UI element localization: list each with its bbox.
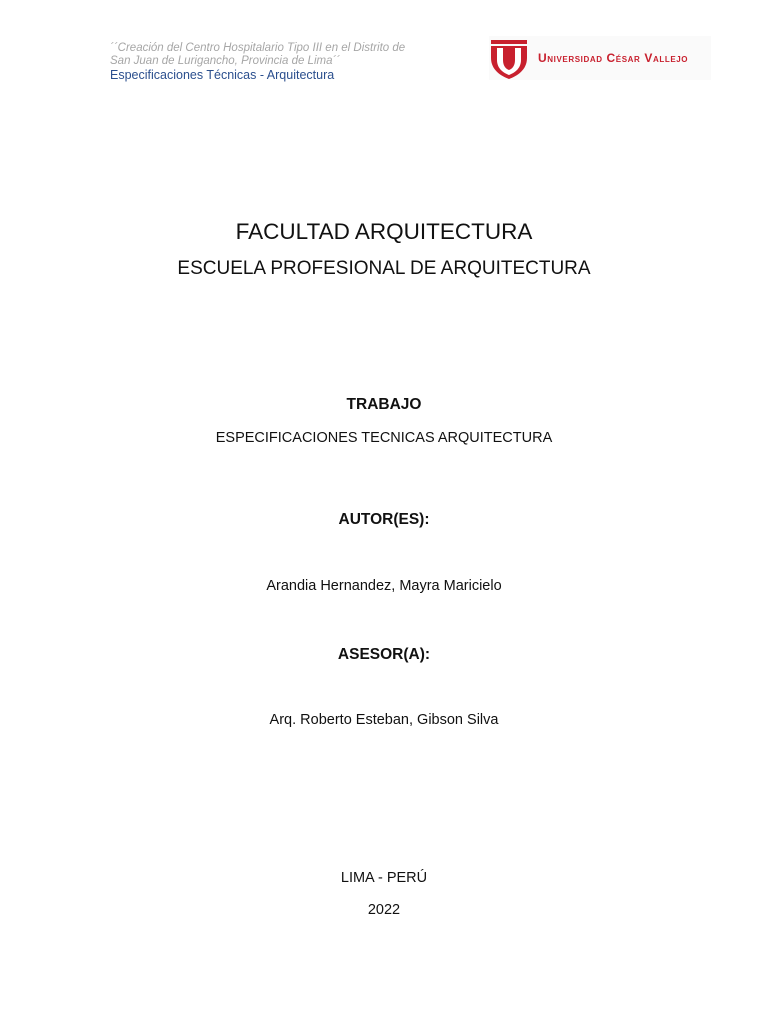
document-header (110, 42, 430, 83)
faculty-title: FACULTAD ARQUITECTURA (235, 219, 533, 244)
advisor-label: ASESOR(A): (337, 646, 431, 663)
author-label: AUTOR(ES): (338, 511, 430, 528)
place: LIMA - PERÚ (340, 870, 428, 886)
university-name: Universidad César Vallejo (538, 51, 689, 65)
advisor-name: Arq. Roberto Esteban, Gibson Silva (269, 712, 499, 728)
ucv-crest-icon (489, 36, 529, 80)
year: 2022 (367, 902, 401, 918)
project-title-line-2: San Juan de Lurigancho, Provincia de Lima´´ (110, 55, 341, 67)
university-logo (489, 36, 711, 80)
document-subtitle: Especificaciones Técnicas - Arquitectura (110, 68, 335, 82)
author-name: Arandia Hernandez, Mayra Maricielo (266, 578, 502, 594)
work-title: ESPECIFICACIONES TECNICAS ARQUITECTURA (215, 430, 553, 446)
school-title: ESCUELA PROFESIONAL DE ARQUITECTURA (177, 258, 591, 279)
work-label: TRABAJO (346, 396, 422, 413)
project-title-line-1: ´´Creación del Centro Hospitalario Tipo III en el Distrito de (110, 42, 406, 54)
